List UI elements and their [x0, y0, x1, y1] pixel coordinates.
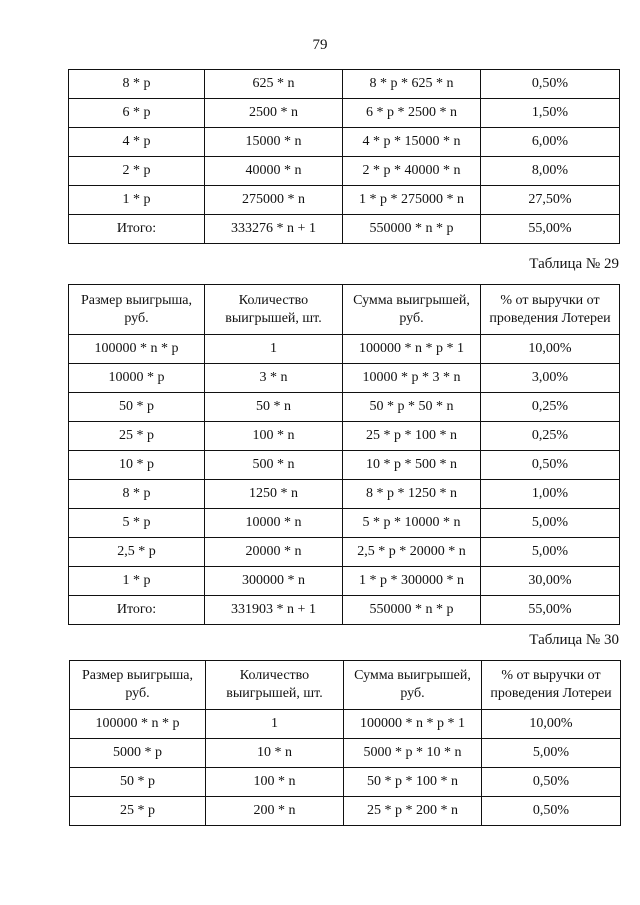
prize-size-cell: 5 * p — [69, 509, 205, 538]
table-row — [70, 797, 621, 826]
prize-size-cell: 10 * p — [69, 451, 205, 480]
revenue-percent-cell: 0,50% — [481, 70, 620, 99]
table-row — [69, 186, 620, 215]
table-row — [69, 157, 620, 186]
revenue-percent-cell: 0,50% — [481, 451, 620, 480]
prize-sum-cell: 50 * p * 100 * n — [344, 768, 482, 797]
column-header: Количество выигрышей, шт. — [205, 285, 343, 335]
column-header: Размер выигрыша, руб. — [70, 661, 206, 710]
column-header: Сумма выигрышей, руб. — [344, 661, 482, 710]
prize-count-cell: 625 * n — [205, 70, 343, 99]
revenue-percent-cell: 5,00% — [481, 509, 620, 538]
prize-sum-cell: 25 * p * 100 * n — [343, 422, 481, 451]
revenue-percent-cell: 0,25% — [481, 422, 620, 451]
prize-size-cell: 1 * p — [69, 186, 205, 215]
revenue-percent-cell: 6,00% — [481, 128, 620, 157]
prize-table-28-continued — [68, 69, 620, 244]
table-row — [69, 567, 620, 596]
column-header: % от выручки от проведения Лотереи — [482, 661, 621, 710]
column-header: % от выручки от проведения Лотереи — [481, 285, 620, 335]
prize-sum-cell: 50 * p * 50 * n — [343, 393, 481, 422]
prize-count-cell: 1250 * n — [205, 480, 343, 509]
prize-sum-cell: 8 * p * 625 * n — [343, 70, 481, 99]
prize-count-cell: 1 — [205, 335, 343, 364]
revenue-percent-cell: 5,00% — [481, 538, 620, 567]
revenue-percent-cell: 0,25% — [481, 393, 620, 422]
table-row — [69, 364, 620, 393]
prize-count-cell: 10 * n — [206, 739, 344, 768]
table-row — [70, 739, 621, 768]
revenue-percent-cell: 3,00% — [481, 364, 620, 393]
table-row — [69, 596, 620, 625]
prize-count-cell: 15000 * n — [205, 128, 343, 157]
prize-sum-cell: 10 * p * 500 * n — [343, 451, 481, 480]
table-row — [69, 480, 620, 509]
table-row — [69, 509, 620, 538]
prize-size-cell: Итого: — [69, 596, 205, 625]
prize-sum-cell: 8 * p * 1250 * n — [343, 480, 481, 509]
prize-size-cell: 8 * p — [69, 70, 205, 99]
table-row — [70, 768, 621, 797]
prize-size-cell: 50 * p — [69, 393, 205, 422]
prize-size-cell: 100000 * n * p — [70, 710, 206, 739]
prize-count-cell: 200 * n — [206, 797, 344, 826]
revenue-percent-cell: 55,00% — [481, 596, 620, 625]
prize-size-cell: 50 * p — [70, 768, 206, 797]
prize-size-cell: 25 * p — [69, 422, 205, 451]
prize-count-cell: 100 * n — [206, 768, 344, 797]
column-header: Размер выигрыша, руб. — [69, 285, 205, 335]
prize-sum-cell: 550000 * n * p — [343, 596, 481, 625]
prize-count-cell: 10000 * n — [205, 509, 343, 538]
table-caption-29: Таблица № 29 — [529, 256, 619, 272]
prize-sum-cell: 1 * p * 300000 * n — [343, 567, 481, 596]
prize-sum-cell: 100000 * n * p * 1 — [343, 335, 481, 364]
prize-count-cell: 275000 * n — [205, 186, 343, 215]
table-row — [69, 99, 620, 128]
column-header: Количество выигрышей, шт. — [206, 661, 344, 710]
prize-sum-cell: 6 * p * 2500 * n — [343, 99, 481, 128]
table-row — [69, 422, 620, 451]
table-row — [69, 335, 620, 364]
revenue-percent-cell: 8,00% — [481, 157, 620, 186]
table-row — [70, 710, 621, 739]
prize-count-cell: 50 * n — [205, 393, 343, 422]
prize-table-30 — [69, 660, 621, 826]
revenue-percent-cell: 0,50% — [482, 797, 621, 826]
revenue-percent-cell: 1,50% — [481, 99, 620, 128]
prize-size-cell: 6 * p — [69, 99, 205, 128]
revenue-percent-cell: 0,50% — [482, 768, 621, 797]
prize-count-cell: 3 * n — [205, 364, 343, 393]
revenue-percent-cell: 30,00% — [481, 567, 620, 596]
prize-count-cell: 1 — [206, 710, 344, 739]
prize-count-cell: 20000 * n — [205, 538, 343, 567]
column-header: Сумма выигрышей, руб. — [343, 285, 481, 335]
table-row — [69, 70, 620, 99]
revenue-percent-cell: 27,50% — [481, 186, 620, 215]
prize-size-cell: 25 * p — [70, 797, 206, 826]
prize-size-cell: 8 * p — [69, 480, 205, 509]
prize-sum-cell: 2 * p * 40000 * n — [343, 157, 481, 186]
table-row — [69, 215, 620, 244]
table-row — [69, 393, 620, 422]
prize-count-cell: 333276 * n + 1 — [205, 215, 343, 244]
revenue-percent-cell: 5,00% — [482, 739, 621, 768]
prize-sum-cell: 10000 * p * 3 * n — [343, 364, 481, 393]
prize-sum-cell: 5 * p * 10000 * n — [343, 509, 481, 538]
table-header-row — [70, 661, 621, 710]
prize-sum-cell: 5000 * p * 10 * n — [344, 739, 482, 768]
prize-sum-cell: 2,5 * p * 20000 * n — [343, 538, 481, 567]
prize-size-cell: 5000 * p — [70, 739, 206, 768]
table-row — [69, 451, 620, 480]
prize-sum-cell: 4 * p * 15000 * n — [343, 128, 481, 157]
prize-count-cell: 2500 * n — [205, 99, 343, 128]
prize-size-cell: Итого: — [69, 215, 205, 244]
prize-count-cell: 500 * n — [205, 451, 343, 480]
prize-size-cell: 4 * p — [69, 128, 205, 157]
revenue-percent-cell: 55,00% — [481, 215, 620, 244]
prize-count-cell: 300000 * n — [205, 567, 343, 596]
revenue-percent-cell: 10,00% — [481, 335, 620, 364]
prize-table-29 — [68, 284, 620, 625]
prize-count-cell: 331903 * n + 1 — [205, 596, 343, 625]
table-row — [69, 538, 620, 567]
prize-sum-cell: 25 * p * 200 * n — [344, 797, 482, 826]
prize-sum-cell: 100000 * n * p * 1 — [344, 710, 482, 739]
page-number: 79 — [312, 37, 328, 53]
revenue-percent-cell: 10,00% — [482, 710, 621, 739]
table-caption-30: Таблица № 30 — [529, 632, 619, 648]
prize-size-cell: 2 * p — [69, 157, 205, 186]
prize-count-cell: 100 * n — [205, 422, 343, 451]
prize-size-cell: 2,5 * p — [69, 538, 205, 567]
prize-size-cell: 1 * p — [69, 567, 205, 596]
prize-size-cell: 10000 * p — [69, 364, 205, 393]
revenue-percent-cell: 1,00% — [481, 480, 620, 509]
prize-count-cell: 40000 * n — [205, 157, 343, 186]
prize-size-cell: 100000 * n * p — [69, 335, 205, 364]
table-row — [69, 128, 620, 157]
table-header-row — [69, 285, 620, 335]
prize-sum-cell: 550000 * n * p — [343, 215, 481, 244]
prize-sum-cell: 1 * p * 275000 * n — [343, 186, 481, 215]
